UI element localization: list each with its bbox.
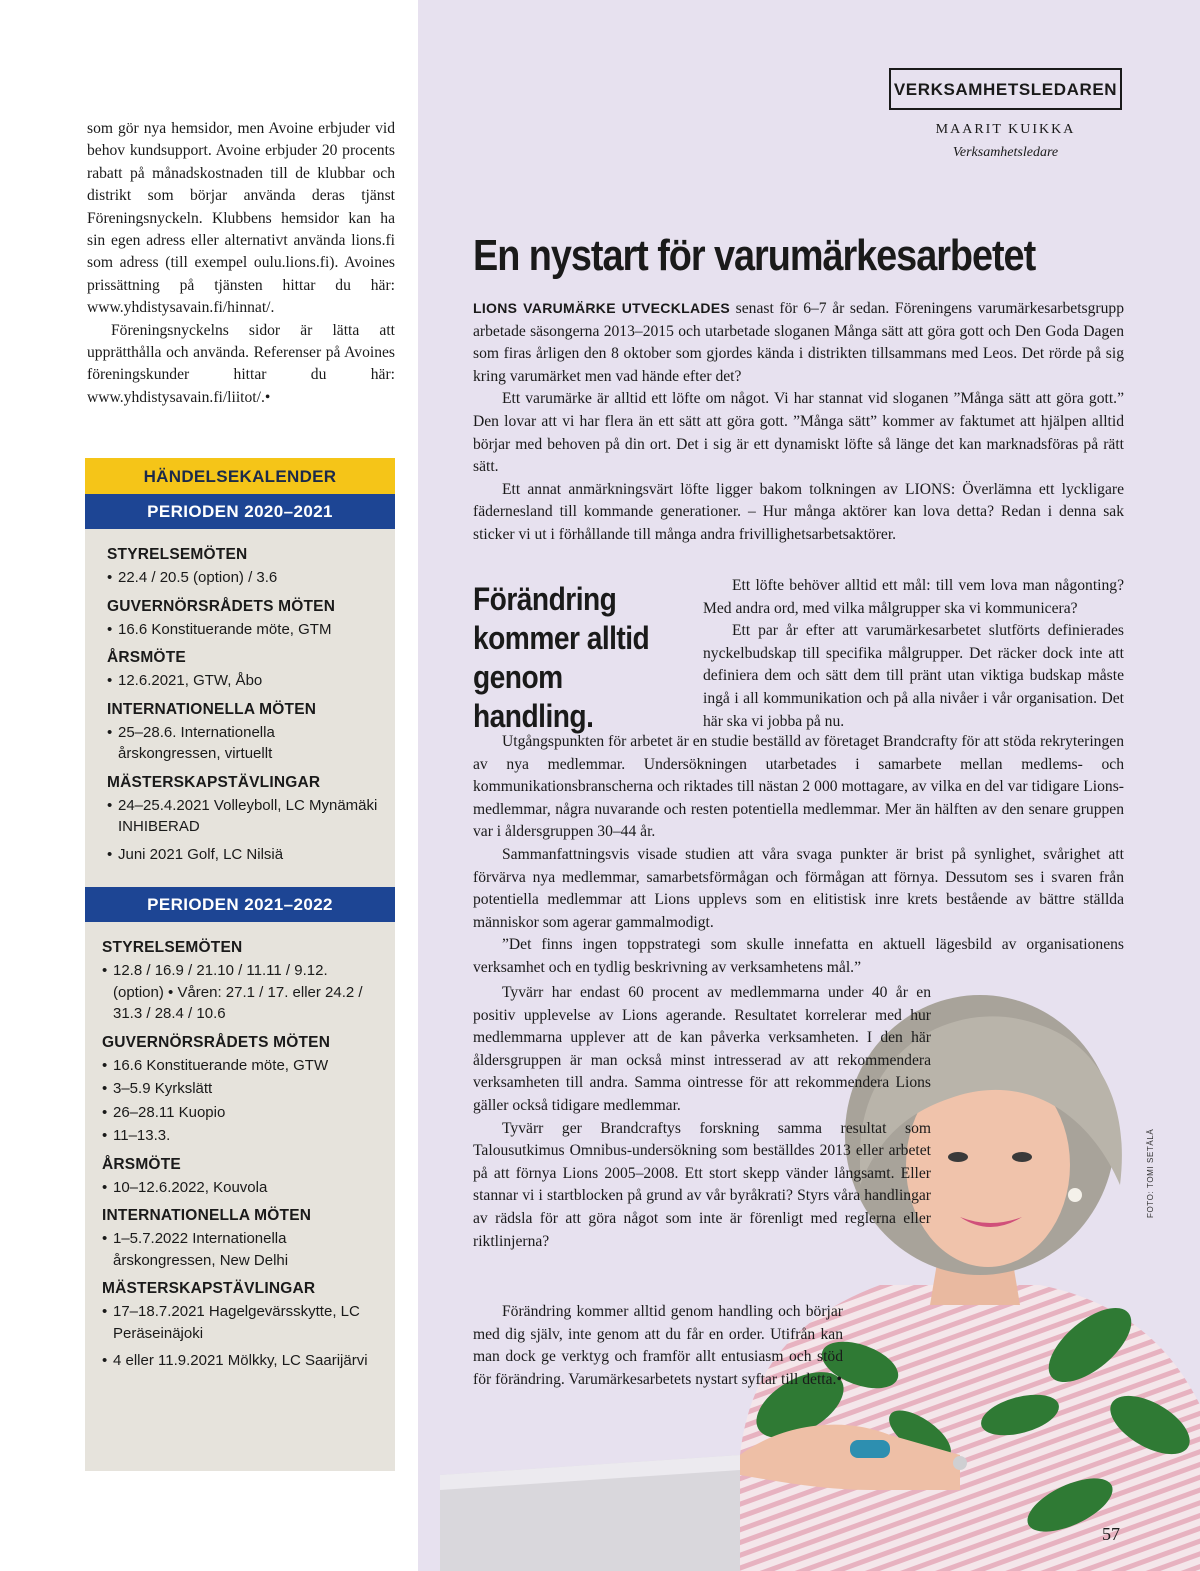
calendar-item: • 10–12.6.2022, Kouvola [102,1178,268,1196]
calendar-item: • 24–25.4.2021 Volleyboll, LC Mynämäki INHIBERAD [107,796,378,835]
calendar-item: • 3–5.9 Kyrkslätt [102,1080,213,1097]
body-paragraph: Ett annat anmärkningsvärt löfte ligger bakom tolkningen av LIONS: Överlämna ett lyckligare fädernesland till kommande generationer. – Hur många aktörer kan lova detta? Redan i denna sak sticker vi ut i förhållande till många andra frivillighetsarbetsaktörer. [473,480,1124,543]
calendar-title: HÄNDELSEKALENDER [85,458,395,494]
calendar-item: • 11–13.3. [102,1127,171,1144]
calendar-section-heading: GUVERNÖRSRÅDETS MÖTEN [102,1033,331,1051]
calendar-item: • 17–18.7.2021 Hagelgevärsskytte, LC Peräseinäjoki [102,1303,360,1342]
calendar-section-heading: INTERNATIONELLA MÖTEN [107,700,317,718]
article-body-beside-photo [473,982,931,1253]
body-paragraph: Ett löfte behöver alltid ett mål: till vem lova man någonting? Med andra ord, med vilka målgrupper ska vi kommunicera? [703,577,1124,617]
calendar-period-heading: PERIODEN 2020–2021 [85,494,395,529]
calendar-item: • 26–28.11 Kuopio [102,1103,226,1121]
calendar-section-heading: ÅRSMÖTE [102,1155,181,1173]
calendar-item: • 12.6.2021, GTW, Åbo [107,672,263,689]
left-text [87,118,395,409]
calendar-section-heading: MÄSTERSKAPSTÄVLINGAR [102,1280,316,1297]
article-body-top [473,297,1124,547]
article-body-beside-quote [703,575,1124,733]
pull-quote: Förändring kommer alltid genom handling. [473,581,650,734]
body-paragraph: Utgångspunkten för arbetet är en studie beställd av företaget Brandcrafty för att stöda rekryteringen av nya medlemmar. Undersökningen utarbetades i samarbete mellan medlems- och kommunikationsbranscherna och riktades till nästan 2 000 mottagare, av vilka en del var tidigare Lions-medlemmar, några nuvarande och resten potentiella medlemmar. Mer än hälften av den senare gruppen var i åldersgruppen 30–44 år. [473,733,1124,841]
headline: En nystart för varumärkesarbetet [473,231,1036,280]
calendar-item: • Juni 2021 Golf, LC Nilsiä [107,845,284,863]
calendar-section-heading: STYRELSEMÖTEN [107,546,248,563]
watch [850,1440,890,1458]
calendar-item: • 12.8 / 16.9 / 21.10 / 11.11 / 9.12. (option) • Våren: 27.1 / 17. eller 24.2 / 31.3 / 28.4 / 10.6 [102,962,363,1022]
body-paragraph: Förändring kommer alltid genom handling och börjar med dig själv, inte genom att du får en order. Utifrån kan man dock ge verktyg och framför allt entusiasm och stöd för förändring. Varumärkesarbetets nystart syftar till detta.• [473,1303,843,1388]
calendar-item: • 1–5.7.2022 Internationella årskongressen, New Delhi [102,1230,289,1269]
event-calendar [85,458,395,1471]
section-label: VERKSAMHETSLEDAREN [889,68,1122,110]
body-paragraph: Ett par år efter att varumärkesarbetet slutförts definierades nyckelbudskap till specifika målgrupper. Det räcker dock inte att definiera dem och sätt dem till pränt utan viktiga budskap måste ingå i all kommunikation och på alla nivåer i vår organisation. Det här ska vi jobba på nu. [703,622,1124,730]
left-paragraph: som gör nya hemsidor, men Avoine erbjuder vid behov kundsupport. Avoine erbjuder 20 procents rabatt på månadskostnaden till de klubbar och distrikt som börjar använda deras tjänst Föreningsnyckeln. Klubbens hemsidor kan ha sin egen adress eller alternativt använda lions.fi som adress (till exempel oulu.lions.fi). Avoines prissättning på tjänsten hittar du här: www.yhdistysavain.fi/hinnat/. [87,120,395,317]
calendar-item: • 22.4 / 20.5 (option) / 3.6 [107,569,278,586]
calendar-period-heading: PERIODEN 2021–2022 [85,887,395,922]
calendar-section-heading: GUVERNÖRSRÅDETS MÖTEN [107,597,336,615]
calendar-period-2021-2022 [85,922,395,1372]
calendar-section-heading: MÄSTERSKAPSTÄVLINGAR [107,773,321,791]
author-role: Verksamhetsledare [952,145,1059,160]
body-paragraph: Tyvärr har endast 60 procent av medlemmarna under 40 år en positiv upplevelse av Lions agerande. Resultatet korrelerar med hur medlemmarna upplever att de kan påverka verksamheten. I den här åldersgruppen är man också minst intresserad av att rekommendera verksamheten till andra. Samma ointresse för att rekommendera Lions gäller också tidigare medlemmar. [473,984,931,1114]
lead-caps: LIONS VARUMÄRKE UTVECKLADES [473,300,731,316]
body-paragraph: Ett varumärke är alltid ett löfte om något. Vi har stannat vid sloganen ”Många sätt att göra gott.” Den lovar att vi har flera än ett sätt att göra gott. ”Många sätt” kommer av faktumet att hjälpen alltid börjar med behoven på din ort. Det i sig är ett dynamiskt löfte så länge det kan marknadsföras på rätt sätt. [473,390,1124,476]
calendar-period-2020-2021 [85,529,395,865]
calendar-item: • 16.6 Konstituerande möte, GTM [107,620,332,638]
calendar-item: • 16.6 Konstituerande möte, GTW [102,1056,329,1074]
calendar-section-heading: STYRELSEMÖTEN [102,939,243,956]
left-paragraph: Föreningsnyckelns sidor är lätta att upprätthålla och använda. Referenser på Avoines föreningskunder hittar du här: www.yhdistysavain.fi/liitot/.• [87,321,395,406]
calendar-item: • 25–28.6. Internationella årskongressen, virtuellt [107,723,275,762]
left-column [0,0,418,1571]
page-number: 57 [1102,1524,1120,1544]
article-body-middle [473,731,1124,980]
body-paragraph: Tyvärr ger Brandcraftys forskning samma resultat som Talousutkimus Omnibus-undersökning som beställdes 2013 eller arbetet på att förnya Lions 2005–2008. Ett stort skepp vänder långsamt. Eller stannar vi i startblocken på grund av vår byråkrati? Styrs våra handlingar av rädsla för att göra något som inte är förenligt med reglerna eller riktlinjerna? [473,1119,931,1250]
photo-credit: FOTO: TOMI SETÄLÄ [1146,1128,1155,1218]
calendar-item: • 4 eller 11.9.2021 Mölkky, LC Saarijärvi [102,1352,368,1369]
calendar-section-heading: ÅRSMÖTE [107,649,186,666]
lead-paragraph: LIONS VARUMÄRKE UTVECKLADES senast för 6–7 år sedan. Föreningens varumärkesarbetsgrupp arbetade säsongerna 2013–2015 och utarbetade sloganen Många sätt att göra gott och Den Goda Dagen som firas årligen den 8 oktober som gjordes kända i distrikten tillsammans med Leos. Det rörde på sig kring varumärket men vad hände efter det? [473,300,1124,385]
article-body-closing [473,1301,843,1391]
author-name: MAARIT KUIKKA [935,122,1076,137]
calendar-section-heading: INTERNATIONELLA MÖTEN [102,1207,312,1224]
body-paragraph: ”Det finns ingen toppstrategi som skulle innefatta en aktuell lägesbild av organisationens verksamhet och en tydlig beskrivning av verksamhetens mål.” [473,936,1124,976]
body-paragraph: Sammanfattningsvis visade studien att våra svaga punkter är brist på synlighet, svårighet att förvärva nya medlemmar, samarbetsförmågan och förmågan att förnya. Dessutom ses i svaren från potentiella medlemmar att Lions upplevs som en elitistisk inre krets bestående av bättre ställda människor som agerar gammalmodigt. [473,845,1124,931]
